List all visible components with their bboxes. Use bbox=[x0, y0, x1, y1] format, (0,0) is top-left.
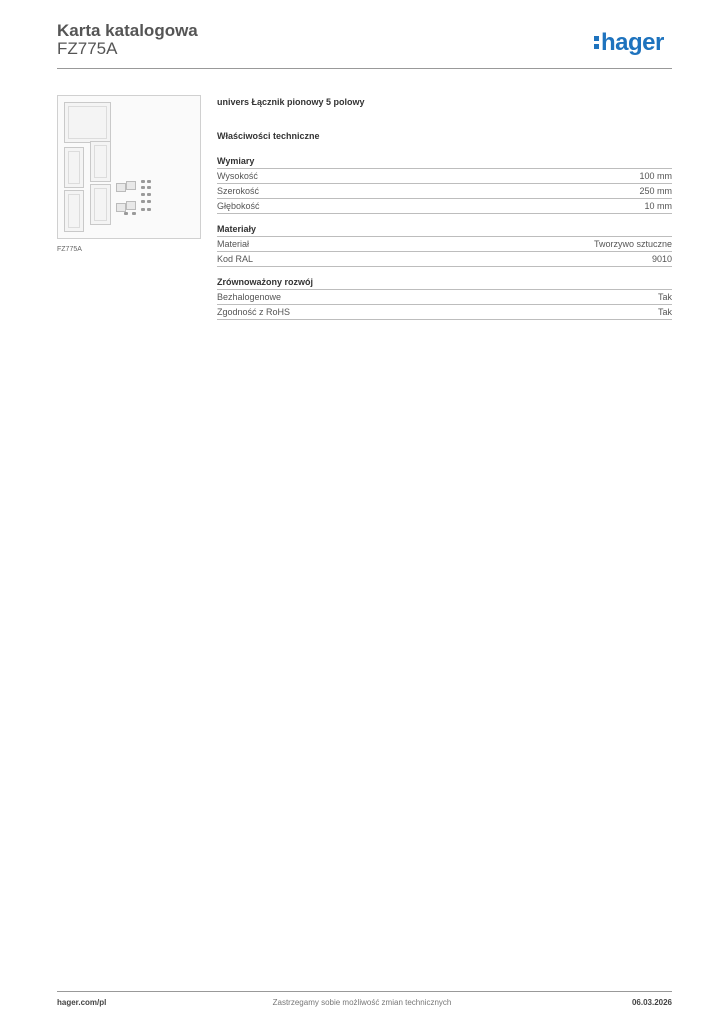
disclaimer: Zastrzegamy sobie możliwość zmian technicznych bbox=[272, 998, 452, 1007]
spec-value: Tak bbox=[657, 292, 672, 302]
screw-icon bbox=[147, 208, 151, 211]
spec-row bbox=[217, 237, 672, 252]
spec-value: 10 mm bbox=[644, 201, 672, 211]
spec-label: Głębokość bbox=[217, 201, 260, 211]
section-dimensions bbox=[217, 154, 672, 214]
section-title: Wymiary bbox=[217, 154, 672, 169]
spec-row bbox=[217, 290, 672, 305]
footer-divider bbox=[57, 991, 672, 992]
spec-row bbox=[217, 199, 672, 214]
cover-panel bbox=[64, 102, 111, 143]
spec-row bbox=[217, 252, 672, 267]
spec-label: Szerokość bbox=[217, 186, 260, 196]
connector-clip bbox=[126, 201, 136, 210]
document-date: 06.03.2026 bbox=[631, 998, 672, 1007]
screw-icon bbox=[141, 200, 145, 203]
screw-icon bbox=[147, 186, 151, 189]
spec-label: Bezhalogenowe bbox=[217, 292, 282, 302]
spec-value: 9010 bbox=[651, 254, 672, 264]
technical-properties-heading: Właściwości techniczne bbox=[217, 131, 320, 141]
product-image bbox=[57, 95, 201, 239]
screw-icon bbox=[141, 193, 145, 196]
header-divider bbox=[57, 68, 672, 69]
spec-row bbox=[217, 184, 672, 199]
image-caption: FZ775A bbox=[57, 246, 82, 253]
spec-value: Tak bbox=[657, 307, 672, 317]
logo-dots-icon bbox=[594, 30, 600, 50]
screw-icon bbox=[124, 212, 128, 215]
screw-icon bbox=[147, 193, 151, 196]
spec-label: Zgodność z RoHS bbox=[217, 307, 291, 317]
spec-value: 250 mm bbox=[639, 186, 672, 196]
connector-clip bbox=[126, 181, 136, 190]
section-materials bbox=[217, 222, 672, 267]
hager-logo bbox=[594, 29, 664, 57]
section-title: Zrównoważony rozwój bbox=[217, 275, 672, 290]
product-code: FZ775A bbox=[57, 39, 118, 58]
spec-value: Tworzywo sztuczne bbox=[593, 239, 672, 249]
connector-clip bbox=[116, 183, 126, 192]
screw-icon bbox=[132, 212, 136, 215]
spec-label: Materiał bbox=[217, 239, 250, 249]
section-title: Materiały bbox=[217, 222, 672, 237]
spec-row bbox=[217, 305, 672, 320]
screw-icon bbox=[147, 180, 151, 183]
spec-label: Wysokość bbox=[217, 171, 258, 181]
spec-label: Kod RAL bbox=[217, 254, 254, 264]
spec-row bbox=[217, 169, 672, 184]
website-link[interactable]: hager.com/pl bbox=[57, 998, 107, 1007]
cover-panel bbox=[64, 190, 84, 232]
connector-clip bbox=[116, 203, 126, 212]
logo-text: hager bbox=[601, 29, 664, 56]
cover-panel bbox=[90, 141, 111, 182]
screw-icon bbox=[141, 180, 145, 183]
document-title: Karta katalogowa bbox=[57, 21, 198, 40]
screw-icon bbox=[141, 208, 145, 211]
cover-panel bbox=[90, 184, 111, 225]
screw-icon bbox=[141, 186, 145, 189]
cover-panel bbox=[64, 147, 84, 188]
section-sustainability bbox=[217, 275, 672, 320]
screw-icon bbox=[147, 200, 151, 203]
spec-value: 100 mm bbox=[639, 171, 672, 181]
product-title: univers Łącznik pionowy 5 polowy bbox=[217, 97, 365, 107]
